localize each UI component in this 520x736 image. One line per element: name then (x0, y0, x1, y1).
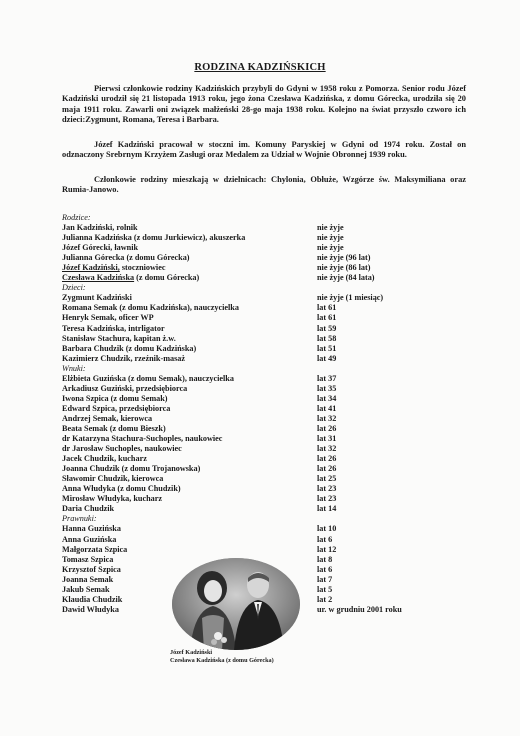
family-member-status: ur. w grudniu 2001 roku (317, 604, 402, 614)
family-member-name: Teresa Kadzińska, intrligator (62, 323, 165, 333)
family-member-name: Jan Kadziński, rolnik (62, 223, 138, 233)
section-heading-label: Prawnuki: (62, 514, 97, 524)
family-member-status: lat 37 (317, 373, 337, 383)
family-member-status: lat 58 (317, 333, 337, 343)
family-member-row (62, 223, 482, 233)
family-member-row (62, 263, 482, 273)
family-member-name: Julianna Górecka (z domu Górecka) (62, 253, 190, 263)
family-member-name: Zygmunt Kadziński (62, 293, 132, 303)
family-member-row (62, 273, 482, 283)
family-member-name: Mirosław Włudyka, kucharz (62, 494, 163, 504)
family-member-row (62, 535, 482, 545)
family-member-name: Józef Kadziński, stoczniowiec (62, 263, 166, 273)
family-photo (172, 558, 300, 650)
family-member-name: Daria Chudzik (62, 504, 115, 514)
family-member-status: nie żyje (1 miesiąc) (317, 293, 384, 303)
family-member-name: Józef Górecki, ławnik (62, 243, 139, 253)
family-member-status: lat 14 (317, 504, 337, 514)
family-member-name: Anna Guzińska (62, 534, 117, 544)
family-member-status: lat 6 (317, 564, 333, 574)
section-heading (62, 283, 482, 293)
family-member-status: lat 41 (317, 403, 337, 413)
family-member-status: lat 8 (317, 554, 333, 564)
family-member-status: lat 10 (317, 524, 337, 534)
family-member-row (62, 374, 482, 384)
family-member-row (62, 555, 482, 565)
family-member-row (62, 324, 482, 334)
family-member-row (62, 434, 482, 444)
family-member-status: lat 26 (317, 423, 337, 433)
family-member-name: Sławomir Chudzik, kierowca (62, 474, 164, 484)
family-member-status: lat 26 (317, 454, 337, 464)
family-member-row (62, 474, 482, 484)
family-member-name: Elżbieta Guzińska (z domu Semak), nauczycielka (62, 373, 234, 383)
residence-paragraph: Członkowie rodziny mieszkają w dzielnicach: Chylonia, Obłuże, Wzgórze św. Maksymiliana oraz Rumia-Janowo. (62, 175, 466, 195)
family-member-name: Henryk Semak, oficer WP (62, 313, 154, 323)
family-member-row (62, 334, 482, 344)
family-member-row (62, 504, 482, 514)
family-member-status: lat 6 (317, 534, 333, 544)
family-member-name: Dawid Włudyka (62, 604, 119, 614)
family-member-row (62, 424, 482, 434)
intro-paragraph: Pierwsi członkowie rodziny Kadzińskich przybyli do Gdyni w 1958 roku z Pomorza. Senior rodu Józef Kadziński urodził się 21 listopada 1913 roku, jego żona Czesława Kadzińska, z domu Górecka, urodziła się 20 maja 1911 roku. Zawarli oni związek małżeński 28-go maja 1938 roku. Kolejno na świat przyszło czworo ich dzieci:Zygmunt, Romana, Teresa i Barbara. (62, 84, 466, 125)
family-member-row (62, 344, 482, 354)
family-member-status: lat 25 (317, 474, 337, 484)
family-member-row (62, 233, 482, 243)
family-list (62, 213, 482, 615)
family-member-status: nie żyje (86 lat) (317, 263, 371, 273)
family-member-status: lat 26 (317, 464, 337, 474)
family-member-name: Andrzej Semak, kierowca (62, 413, 153, 423)
family-member-row (62, 484, 482, 494)
family-member-status: lat 12 (317, 544, 337, 554)
family-member-name: Hanna Guzińska (62, 524, 121, 534)
family-member-name: Arkadiusz Guziński, przedsiębiorca (62, 383, 188, 393)
family-member-name: Jacek Chudzik, kucharz (62, 454, 147, 464)
family-member-name: Barbara Chudzik (z domu Kadzińska) (62, 343, 197, 353)
family-member-status: lat 34 (317, 393, 337, 403)
family-member-row (62, 444, 482, 454)
family-member-row (62, 243, 482, 253)
family-member-name: Jakub Semak (62, 584, 110, 594)
family-member-name: Czesława Kadzińska (z domu Górecka) (62, 273, 200, 283)
family-member-name: Joanna Chudzik (z domu Trojanowska) (62, 464, 201, 474)
family-member-name: Małgorzata Szpica (62, 544, 128, 554)
family-member-status: lat 23 (317, 484, 337, 494)
family-member-row (62, 524, 482, 534)
family-member-status: lat 7 (317, 574, 333, 584)
section-heading (62, 364, 482, 374)
section-heading (62, 213, 482, 223)
family-member-status: lat 59 (317, 323, 337, 333)
family-member-row (62, 414, 482, 424)
family-member-name: Tomasz Szpica (62, 554, 114, 564)
family-member-status: lat 61 (317, 303, 337, 313)
family-member-name: Stanisław Stachura, kapitan ż.w. (62, 333, 176, 343)
family-member-status: lat 23 (317, 494, 337, 504)
family-member-status: lat 49 (317, 353, 337, 363)
family-member-name: Edward Szpica, przedsiębiorca (62, 403, 171, 413)
family-member-row (62, 384, 482, 394)
section-heading-label: Wnuki: (62, 363, 86, 373)
family-member-row (62, 313, 482, 323)
photo-caption-name: Czesława Kadzińska (z domu Górecka) (170, 657, 274, 664)
family-member-status: nie żyje (317, 233, 344, 243)
work-paragraph: Józef Kadziński pracował w stoczni im. Komuny Paryskiej w Gdyni od 1974 roku. Został on odznaczony Srebrnym Krzyżem Zasługi oraz Medalem za Udział w Wojnie Obronnej 1939 roku. (62, 140, 466, 160)
family-member-name: Kazimierz Chudzik, rzeźnik-masaż (62, 353, 186, 363)
family-member-name: Julianna Kadzińska (z domu Jurkiewicz), akuszerka (62, 233, 246, 243)
family-member-row (62, 545, 482, 555)
family-member-name: Krzysztof Szpica (62, 564, 121, 574)
family-member-name: Iwona Szpica (z domu Semak) (62, 393, 168, 403)
family-member-name: Klaudia Chudzik (62, 594, 123, 604)
family-member-row (62, 404, 482, 414)
family-member-row (62, 454, 482, 464)
family-member-status: lat 35 (317, 383, 337, 393)
family-member-status: lat 5 (317, 584, 333, 594)
family-member-name: Romana Semak (z domu Kadzińska), nauczycielka (62, 303, 239, 313)
family-member-row (62, 354, 482, 364)
family-member-name: dr Katarzyna Stachura-Suchoples, naukowiec (62, 434, 223, 444)
section-heading-label: Rodzice: (62, 213, 91, 222)
family-member-row (62, 293, 482, 303)
family-member-row (62, 253, 482, 263)
family-member-status: lat 32 (317, 444, 337, 454)
family-member-row (62, 494, 482, 504)
section-heading-label: Dzieci: (62, 283, 86, 293)
family-member-status: lat 51 (317, 343, 337, 353)
family-member-name: Joanna Semak (62, 574, 114, 584)
section-heading (62, 514, 482, 524)
family-member-row (62, 464, 482, 474)
family-member-status: lat 61 (317, 313, 337, 323)
family-member-status: nie żyje (84 lata) (317, 273, 375, 283)
family-member-status: lat 2 (317, 594, 333, 604)
photo-caption-name: Józef Kadziński (170, 649, 213, 656)
family-member-name: Anna Włudyka (z domu Chudzik) (62, 484, 181, 494)
document-title: RODZINA KADZIŃSKICH (194, 62, 326, 73)
family-member-status: lat 32 (317, 413, 337, 423)
family-member-status: nie żyje (317, 243, 344, 253)
family-member-row (62, 303, 482, 313)
family-member-status: nie żyje (96 lat) (317, 253, 371, 263)
family-member-row (62, 394, 482, 404)
family-member-status: nie żyje (317, 223, 344, 233)
family-member-status: lat 31 (317, 434, 337, 444)
family-member-name: dr Jarosław Suchoples, naukowiec (62, 444, 182, 454)
family-member-name: Beata Semak (z domu Bieszk) (62, 423, 166, 433)
